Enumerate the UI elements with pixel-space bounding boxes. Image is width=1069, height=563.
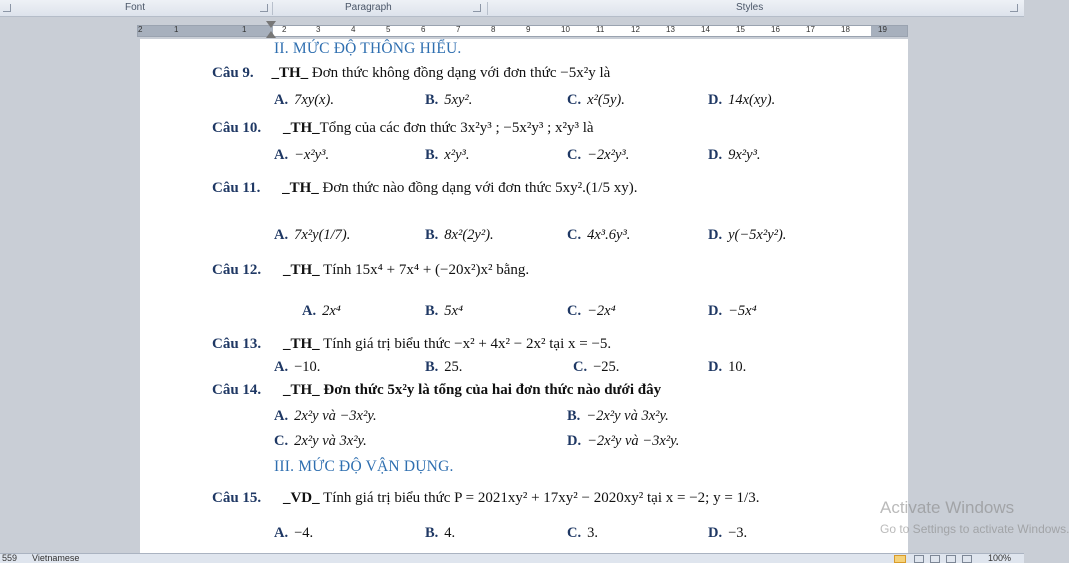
option-d (708, 303, 757, 320)
option-c (567, 227, 630, 244)
option-a (274, 359, 320, 376)
option-text: −3. (728, 525, 748, 541)
ruler-right-margin (871, 26, 907, 36)
option-letter: D. (567, 433, 582, 449)
first-line-indent-marker[interactable] (266, 21, 276, 28)
ruler-number: 17 (806, 25, 815, 34)
option-a (274, 147, 329, 164)
option-letter: D. (708, 227, 723, 243)
full-screen-reading-icon[interactable] (914, 555, 924, 563)
question-number: Câu 12. (212, 262, 262, 278)
question-10 (212, 120, 594, 137)
question-tag: _TH_ (282, 180, 319, 196)
ribbon-group-paragraph: Paragraph (345, 2, 392, 13)
ruler-number: 19 (878, 25, 887, 34)
ruler-number: 13 (666, 25, 675, 34)
option-letter: A. (274, 408, 289, 424)
option-a (274, 408, 377, 425)
print-layout-view-icon[interactable] (894, 555, 906, 563)
ruler-number: 7 (456, 25, 461, 34)
option-c (567, 147, 629, 164)
option-text: 14x(xy). (728, 92, 776, 108)
question-11 (212, 180, 637, 197)
option-letter: A. (274, 525, 289, 541)
option-letter: C. (573, 359, 588, 375)
option-letter: B. (425, 359, 439, 375)
question-13 (212, 336, 611, 353)
option-text: −4. (294, 525, 314, 541)
option-letter: C. (567, 147, 582, 163)
question-12 (212, 262, 529, 279)
ruler-left-margin (138, 26, 273, 36)
question-14 (212, 382, 661, 399)
option-letter: A. (302, 303, 317, 319)
option-d (708, 525, 747, 542)
divider (272, 2, 273, 15)
question-tag: _TH_ (282, 262, 320, 278)
activation-watermark-title: Activate Windows (880, 498, 1015, 517)
hanging-indent-marker[interactable] (266, 31, 276, 38)
question-tag: _TH_ (282, 120, 320, 136)
option-b (425, 147, 470, 164)
option-text: 3. (587, 525, 598, 541)
option-b (425, 303, 463, 320)
question-text: Tính giá trị biểu thức −x² + 4x² − 2x² tại x = −5. (319, 336, 612, 352)
question-text: Tính giá trị biểu thức P = 2021xy² + 17xy² − 2020xy² tại x = −2; y = 1/3. (319, 490, 760, 506)
option-letter: C. (567, 227, 582, 243)
option-text: 5xy². (444, 92, 473, 108)
draft-view-icon[interactable] (962, 555, 972, 563)
ruler-number: 5 (386, 25, 391, 34)
option-c (573, 359, 619, 376)
option-text: −x²y³. (294, 147, 330, 163)
ruler-number: 14 (701, 25, 710, 34)
option-text: 7x²y(1/7). (294, 227, 351, 243)
option-a (274, 525, 313, 542)
question-15 (212, 490, 759, 507)
option-letter: B. (425, 525, 439, 541)
option-text: 25. (444, 359, 463, 375)
ruler-number: 12 (631, 25, 640, 34)
option-text: 9x²y³. (728, 147, 761, 163)
option-letter: D. (708, 359, 723, 375)
option-c (567, 303, 616, 320)
question-number: Câu 15. (212, 490, 262, 506)
ribbon-group-font: Font (125, 2, 146, 13)
option-text: x²(5y). (587, 92, 625, 108)
question-text: Tổng của các đơn thức 3x²y³ ; −5x²y³ ; x²y³ là (319, 120, 594, 136)
option-letter: C. (567, 525, 582, 541)
option-text: 2x⁴ (322, 303, 341, 319)
option-letter: C. (567, 92, 582, 108)
option-letter: B. (425, 303, 439, 319)
question-text: Đơn thức 5x²y là tổng của hai đơn thức nào dưới đây (319, 382, 662, 398)
option-b (425, 227, 494, 244)
outline-view-icon[interactable] (946, 555, 956, 563)
option-text: 4x³.6y³. (587, 227, 631, 243)
ruler-number: 15 (736, 25, 745, 34)
option-letter: B. (567, 408, 581, 424)
ruler-number: 4 (351, 25, 356, 34)
option-letter: A. (274, 92, 289, 108)
question-text: Đơn thức nào đồng dạng với đơn thức 5xy².(1/5 xy). (318, 180, 638, 196)
ruler-number: 11 (596, 25, 605, 34)
option-letter: C. (274, 433, 289, 449)
document-page[interactable] (140, 39, 908, 553)
web-layout-icon[interactable] (930, 555, 940, 563)
ruler-number: 9 (526, 25, 531, 34)
option-text: −2x²y và −3x²y. (587, 433, 680, 449)
ruler-number: 6 (421, 25, 426, 34)
option-letter: D. (708, 303, 723, 319)
option-letter: D. (708, 147, 723, 163)
option-letter: B. (425, 92, 439, 108)
option-letter: D. (708, 92, 723, 108)
option-b (425, 359, 462, 376)
option-text: −5x⁴ (728, 303, 757, 319)
option-text: 4. (444, 525, 456, 541)
option-d (708, 147, 761, 164)
option-text: 7xy(x). (294, 92, 334, 108)
option-letter: D. (708, 525, 723, 541)
option-text: 2x²y và 3x²y. (294, 433, 367, 449)
option-letter: B. (425, 227, 439, 243)
ruler-number: 8 (491, 25, 496, 34)
option-b (425, 525, 455, 542)
option-text: 2x²y và −3x²y. (294, 408, 377, 424)
question-tag: _TH_ (282, 336, 320, 352)
option-letter: B. (425, 147, 439, 163)
option-text: 10. (728, 359, 747, 375)
status-bar (0, 553, 1024, 563)
option-c (567, 92, 625, 109)
option-d (708, 359, 746, 376)
option-letter: A. (274, 147, 289, 163)
option-a (274, 227, 350, 244)
ruler-number: 2 (282, 25, 287, 34)
ruler-number: 1 (242, 25, 247, 34)
question-number: Câu 11. (212, 180, 261, 196)
question-text: Tính 15x⁴ + 7x⁴ + (−20x²)x² bằng. (319, 262, 530, 278)
ruler-number: 1 (174, 25, 179, 34)
question-9 (212, 65, 610, 82)
activation-watermark-subtitle: Go to Settings to activate Windows. (880, 522, 1069, 536)
launcher-icon[interactable] (3, 4, 11, 12)
horizontal-ruler[interactable] (0, 17, 1024, 39)
option-b (567, 408, 669, 425)
ruler-number: 3 (316, 25, 321, 34)
ribbon-group-styles: Styles (736, 2, 764, 13)
status-page[interactable]: 559 (2, 553, 18, 563)
option-text: y(−5x²y²). (728, 227, 787, 243)
option-letter: C. (567, 303, 582, 319)
question-tag: _TH_ (271, 65, 309, 81)
question-number: Câu 10. (212, 120, 262, 136)
option-text: −2x²y³. (587, 147, 630, 163)
option-d (567, 433, 679, 450)
question-text: Đơn thức không đồng dạng với đơn thức −5x²y là (308, 65, 611, 81)
ruler-number: 10 (561, 25, 570, 34)
ruler-number: 2 (138, 25, 143, 34)
question-number: Câu 13. (212, 336, 262, 352)
option-text: −2x²y và 3x²y. (586, 408, 669, 424)
section-heading-thong-hieu: II. MỨC ĐỘ THÔNG HIỂU. (274, 40, 462, 57)
section-heading-van-dung: III. MỨC ĐỘ VẬN DỤNG. (274, 458, 454, 475)
divider (487, 2, 488, 15)
option-text: −10. (294, 359, 321, 375)
zoom-level[interactable]: 100% (988, 553, 1012, 563)
font-dialog-launcher-icon[interactable] (260, 4, 268, 12)
option-text: −25. (593, 359, 620, 375)
option-text: 8x²(2y²). (444, 227, 494, 243)
option-letter: A. (274, 359, 289, 375)
status-language[interactable]: Vietnamese (32, 553, 80, 563)
question-number: Câu 14. (212, 382, 262, 398)
option-text: −2x⁴ (587, 303, 616, 319)
option-d (708, 92, 775, 109)
styles-dialog-launcher-icon[interactable] (1010, 4, 1018, 12)
option-a (274, 92, 334, 109)
paragraph-dialog-launcher-icon[interactable] (473, 4, 481, 12)
option-c (567, 525, 598, 542)
question-tag: _TH_ (282, 382, 320, 398)
ruler-number: 16 (771, 25, 780, 34)
option-text: 5x⁴ (444, 303, 464, 319)
option-letter: A. (274, 227, 289, 243)
question-number: Câu 9. (212, 65, 254, 81)
option-text: x²y³. (444, 147, 470, 163)
option-b (425, 92, 472, 109)
ruler-number: 18 (841, 25, 850, 34)
option-d (708, 227, 786, 244)
option-c (274, 433, 367, 450)
ruler-track (137, 25, 908, 37)
question-tag: _VD_ (282, 490, 320, 506)
ribbon-group-bar (0, 0, 1024, 17)
option-a (302, 303, 341, 320)
